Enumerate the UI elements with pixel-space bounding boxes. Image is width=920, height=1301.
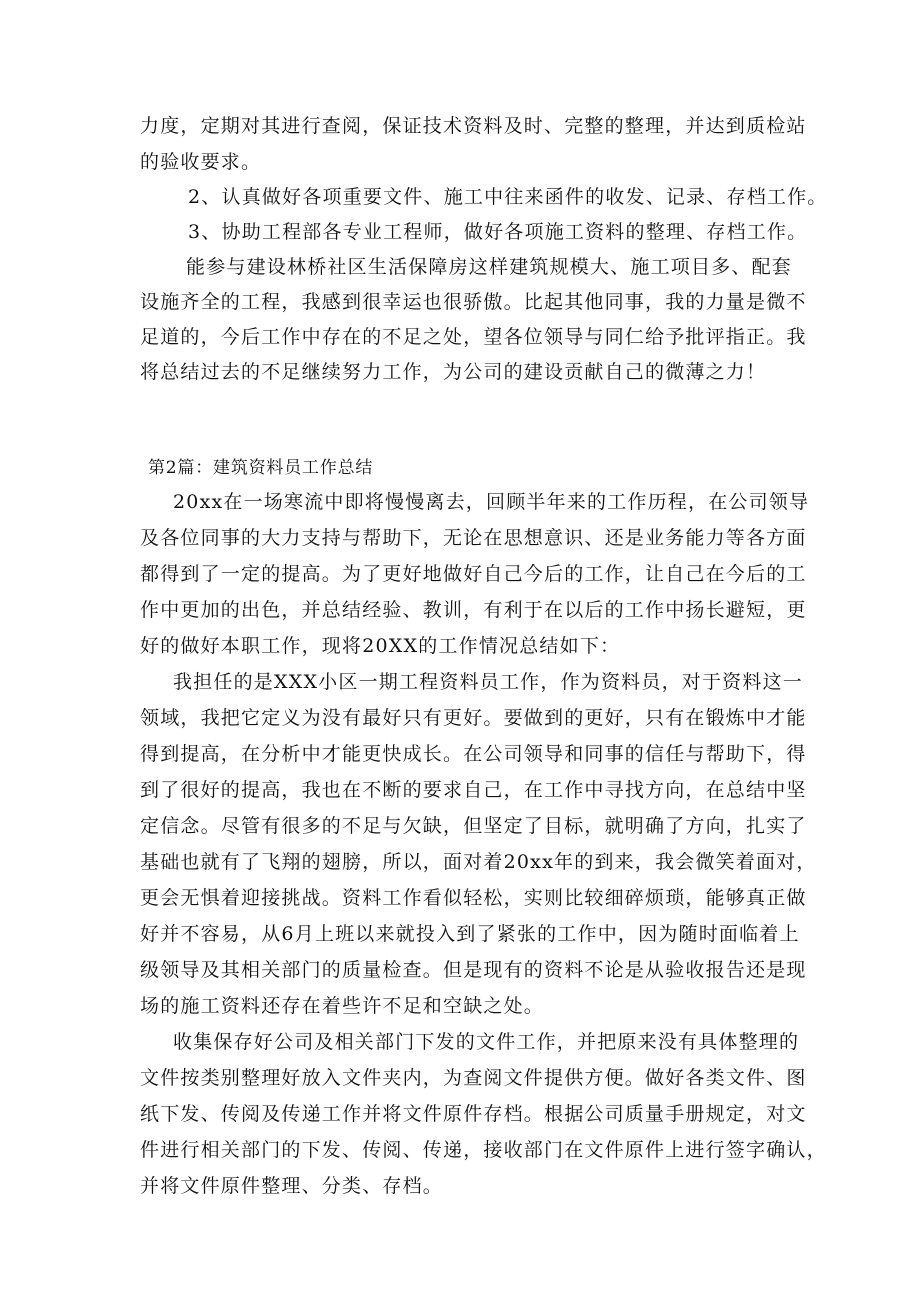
paragraph-line: 的验收要求。 [140,151,262,173]
paragraph-line: 设施齐全的工程，我感到很幸运也很骄傲。比起其他同事，我的力量是微不 [140,291,807,313]
paragraph-line: 纸下发、传阅及传递工作并将文件原件存档。根据公司质量手册规定，对文 [140,1103,807,1125]
paragraph-line: 能参与建设林桥社区生活保障房这样建筑规模大、施工项目多、配套 [186,256,793,278]
section-heading: 第2篇：建筑资料员工作总结 [148,458,374,478]
paragraph-line: 到了很好的提高，我也在不断的要求自己，在工作中寻找方向，在总结中坚 [140,779,807,801]
paragraph-line: 定信念。尽管有很多的不足与欠缺，但坚定了目标，就明确了方向，扎实了 [140,815,807,837]
paragraph-line: 我担任的是XXX小区一期工程资料员工作，作为资料员，对于资料这一 [173,671,803,693]
paragraph-line: 文件按类别整理好放入文件夹内，为查阅文件提供方便。做好各类文件、图 [140,1067,807,1089]
paragraph-line: 20xx在一场寒流中即将慢慢离去，回顾半年来的工作历程，在公司领导 [173,491,810,513]
paragraph-line: 基础也就有了飞翔的翅膀，所以，面对着20xx年的到来，我会微笑着面对， [140,851,817,873]
paragraph-line: 级领导及其相关部门的质量检查。但是现有的资料不论是从验收报告还是现 [140,959,807,981]
paragraph-line: 并将文件原件整理、分类、存档。 [140,1175,444,1197]
paragraph-line: 收集保存好公司及相关部门下发的文件工作，并把原来没有具体整理的 [173,1031,800,1053]
paragraph-line: 力度，定期对其进行查阅，保证技术资料及时、完整的整理，并达到质检站 [140,115,807,137]
paragraph-line: 场的施工资料还存在着些许不足和空缺之处。 [140,995,545,1017]
paragraph-line: 及各位同事的大力支持与帮助下，无论在思想意识、还是业务能力等各方面 [140,527,807,549]
paragraph-line: 都得到了一定的提高。为了更好地做好自己今后的工作，让自己在今后的工 [140,563,807,585]
paragraph-line: 足道的，今后工作中存在的不足之处，望各位领导与同仁给予批评指正。我 [140,326,807,348]
list-item-2: 2、认真做好各项重要文件、施工中往来函件的收发、记录、存档工作。 [188,186,828,208]
paragraph-line: 将总结过去的不足继续努力工作，为公司的建设贡献自己的微薄之力！ [140,361,767,383]
paragraph-line: 件进行相关部门的下发、传阅、传递，接收部门在文件原件上进行签字确认， [140,1139,827,1161]
paragraph-line: 作中更加的出色，并总结经验、教训，有利于在以后的工作中扬长避短，更 [140,599,807,621]
list-item-3: 3、协助工程部各专业工程师，做好各项施工资料的整理、存档工作。 [188,221,808,243]
paragraph-line: 领域，我把它定义为没有最好只有更好。要做到的更好，只有在锻炼中才能 [140,707,807,729]
paragraph-line: 好的做好本职工作，现将20XX的工作情况总结如下： [140,635,621,657]
paragraph-line: 得到提高，在分析中才能更快成长。在公司领导和同事的信任与帮助下，得 [140,743,807,765]
paragraph-line: 好并不容易，从6月上班以来就投入到了紧张的工作中，因为随时面临着上 [140,923,800,945]
paragraph-line: 更会无惧着迎接挑战。资料工作看似轻松，实则比较细碎烦琐，能够真正做 [140,887,807,909]
